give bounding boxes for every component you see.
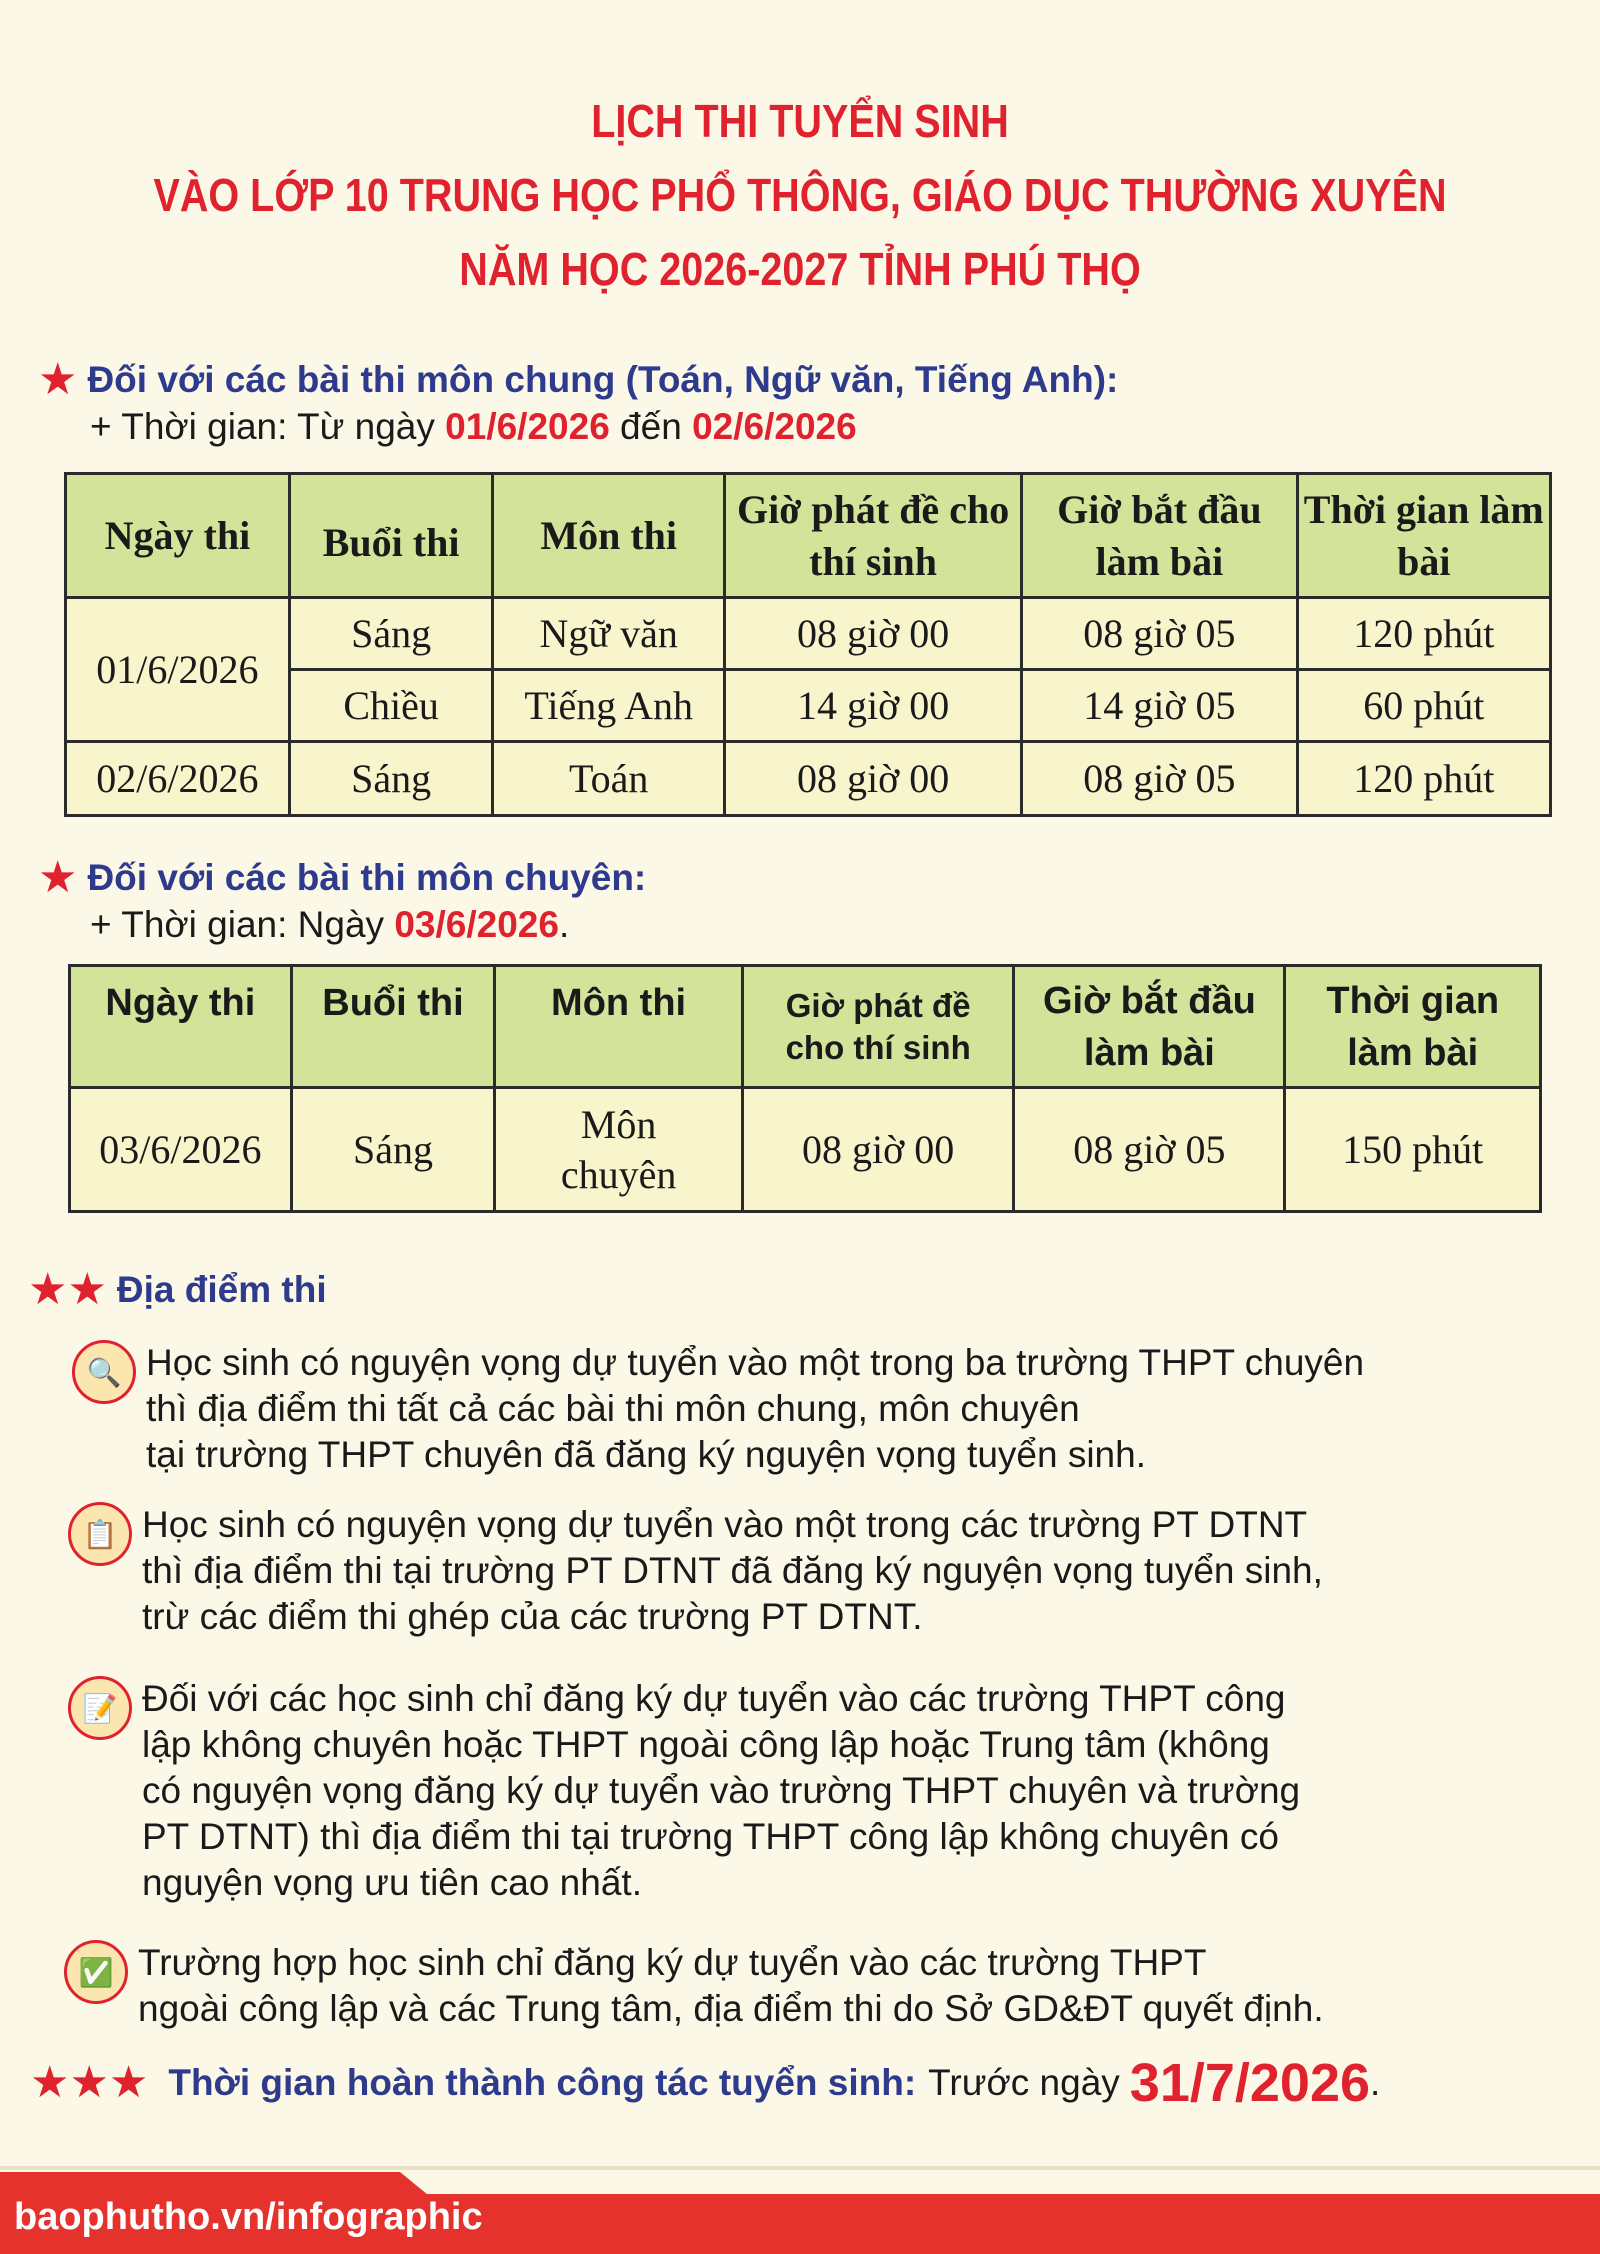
cell-duration: 150 phút xyxy=(1285,1088,1541,1212)
location-item xyxy=(68,1676,1300,1906)
completion-date: 31/7/2026 xyxy=(1129,2053,1371,2113)
header-distribute-time: Giờ phát đề cho thí sinh xyxy=(724,474,1021,598)
common-subjects-heading xyxy=(38,355,1119,404)
header-duration: Thời gian làm bài xyxy=(1297,474,1550,598)
location-item-text xyxy=(138,1940,1324,2032)
common-date-to: 02/6/2026 xyxy=(692,406,857,447)
specialized-time-prefix: + Thời gian: Ngày xyxy=(90,904,395,945)
table-row xyxy=(66,598,1551,670)
star-icon: ★ xyxy=(28,1265,68,1314)
cell-start: 08 giờ 05 xyxy=(1014,1088,1285,1212)
location-item xyxy=(64,1940,1324,2032)
cell-duration: 60 phút xyxy=(1297,670,1550,742)
cell-subject: Môn chuyên xyxy=(495,1088,743,1212)
clipboard-pencil-icon: 📝 xyxy=(68,1676,132,1740)
cell-subject: Ngữ văn xyxy=(493,598,725,670)
cell-date: 03/6/2026 xyxy=(70,1088,292,1212)
table-header-row xyxy=(70,966,1541,1088)
star-icon: ★ xyxy=(38,355,78,404)
text-line: thì địa điểm thi tại trường PT DTNT đã đăng ký nguyện vọng tuyển sinh, xyxy=(142,1550,1323,1591)
specialized-time-line xyxy=(90,904,569,946)
location-item xyxy=(72,1340,1364,1478)
location-item xyxy=(68,1502,1323,1640)
title-line-2: VÀO LỚP 10 TRUNG HỌC PHỔ THÔNG, GIÁO DỤC THƯỜNG XUYÊN xyxy=(153,169,1447,221)
footer-divider xyxy=(0,2166,1600,2170)
completion-line xyxy=(30,2052,1380,2114)
text-line: thì địa điểm thi tất cả các bài thi môn chung, môn chuyên xyxy=(146,1388,1080,1429)
specialized-time-suffix: . xyxy=(558,904,570,945)
table-row xyxy=(70,1088,1541,1212)
cell-distribute: 08 giờ 00 xyxy=(724,598,1021,670)
text-line: tại trường THPT chuyên đã đăng ký nguyện vọng tuyển sinh. xyxy=(146,1434,1146,1475)
cell-session: Sáng xyxy=(289,742,493,816)
specialized-date: 03/6/2026 xyxy=(394,904,559,945)
text-line: PT DTNT) thì địa điểm thi tại trường THPT công lập không chuyên có xyxy=(142,1816,1279,1857)
text-line: Học sinh có nguyện vọng dự tuyển vào một trong các trường PT DTNT xyxy=(142,1504,1308,1545)
common-time-prefix: + Thời gian: Từ ngày xyxy=(90,406,446,447)
header-start-time: Giờ bắt đầu làm bài xyxy=(1022,474,1297,598)
star-icon: ★ xyxy=(67,1265,107,1314)
text-line: ngoài công lập và các Trung tâm, địa điểm thi do Sở GD&ĐT quyết định. xyxy=(138,1988,1324,2029)
cell-date: 02/6/2026 xyxy=(66,742,290,816)
specialized-schedule-table xyxy=(68,964,1542,1213)
cell-start: 14 giờ 05 xyxy=(1022,670,1297,742)
header-subject: Môn thi xyxy=(495,966,743,1088)
cell-distribute: 14 giờ 00 xyxy=(724,670,1021,742)
common-date-from: 01/6/2026 xyxy=(445,406,610,447)
specialized-heading-text: Đối với các bài thi môn chuyên: xyxy=(87,857,647,898)
title-line-1: LỊCH THI TUYỂN SINH xyxy=(591,95,1009,147)
header-subject: Môn thi xyxy=(493,474,725,598)
checklist-icon: ✅ xyxy=(64,1940,128,2004)
cell-session: Sáng xyxy=(289,598,493,670)
header-exam-date: Ngày thi xyxy=(70,966,292,1088)
completion-label: Thời gian hoàn thành công tác tuyển sinh: xyxy=(168,2062,917,2103)
document-list-icon: 📋 xyxy=(68,1502,132,1566)
header-start-time: Giờ bắt đầu làm bài xyxy=(1014,966,1285,1088)
page-title xyxy=(0,84,1600,306)
completion-prefix: Trước ngày xyxy=(928,2062,1120,2103)
location-heading xyxy=(28,1265,327,1314)
location-item-text xyxy=(142,1676,1300,1906)
cell-date: 01/6/2026 xyxy=(66,598,290,742)
title-line-3: NĂM HỌC 2026-2027 TỈNH PHÚ THỌ xyxy=(459,243,1141,295)
header-session: Buổi thi xyxy=(291,966,494,1088)
cell-subject: Toán xyxy=(493,742,725,816)
specialized-heading xyxy=(38,853,647,902)
table-row xyxy=(66,742,1551,816)
completion-suffix: . xyxy=(1370,2062,1381,2103)
star-icon: ★ xyxy=(30,2058,70,2107)
cell-start: 08 giờ 05 xyxy=(1022,598,1297,670)
text-line: trừ các điểm thi ghép của các trường PT DTNT. xyxy=(142,1596,923,1637)
common-time-line xyxy=(90,406,857,448)
star-icon: ★ xyxy=(38,853,78,902)
star-icon: ★ xyxy=(69,2058,109,2107)
magnifier-icon: 🔍 xyxy=(72,1340,136,1404)
header-distribute-time: Giờ phát đề cho thí sinh xyxy=(742,966,1013,1088)
cell-distribute: 08 giờ 00 xyxy=(724,742,1021,816)
text-line: Học sinh có nguyện vọng dự tuyển vào một trong ba trường THPT chuyên xyxy=(146,1342,1365,1383)
table-header-row xyxy=(66,474,1551,598)
common-heading-text: Đối với các bài thi môn chung (Toán, Ngữ văn, Tiếng Anh): xyxy=(87,359,1119,400)
star-icon: ★ xyxy=(108,2058,149,2107)
cell-start: 08 giờ 05 xyxy=(1022,742,1297,816)
cell-subject: Tiếng Anh xyxy=(493,670,725,742)
cell-session: Chiều xyxy=(289,670,493,742)
text-line: có nguyện vọng đăng ký dự tuyển vào trường THPT chuyên và trường xyxy=(142,1770,1301,1811)
header-exam-date: Ngày thi xyxy=(66,474,290,598)
location-item-text xyxy=(142,1502,1323,1640)
common-schedule-table xyxy=(64,472,1552,817)
text-line: nguyện vọng ưu tiên cao nhất. xyxy=(142,1862,642,1903)
text-line: lập không chuyên hoặc THPT ngoài công lập hoặc Trung tâm (không xyxy=(142,1724,1270,1765)
common-time-mid: đến xyxy=(609,406,693,447)
header-duration: Thời gian làm bài xyxy=(1285,966,1541,1088)
text-line: Đối với các học sinh chỉ đăng ký dự tuyển vào các trường THPT công xyxy=(142,1678,1286,1719)
cell-duration: 120 phút xyxy=(1297,598,1550,670)
cell-session: Sáng xyxy=(291,1088,494,1212)
location-item-text xyxy=(146,1340,1364,1478)
header-session: Buổi thi xyxy=(289,474,493,598)
location-heading-text: Địa điểm thi xyxy=(116,1269,327,1310)
text-line: Trường hợp học sinh chỉ đăng ký dự tuyển vào các trường THPT xyxy=(138,1942,1207,1983)
cell-distribute: 08 giờ 00 xyxy=(742,1088,1013,1212)
cell-duration: 120 phút xyxy=(1297,742,1550,816)
footer-link[interactable]: baophutho.vn/infographic xyxy=(14,2196,483,2238)
